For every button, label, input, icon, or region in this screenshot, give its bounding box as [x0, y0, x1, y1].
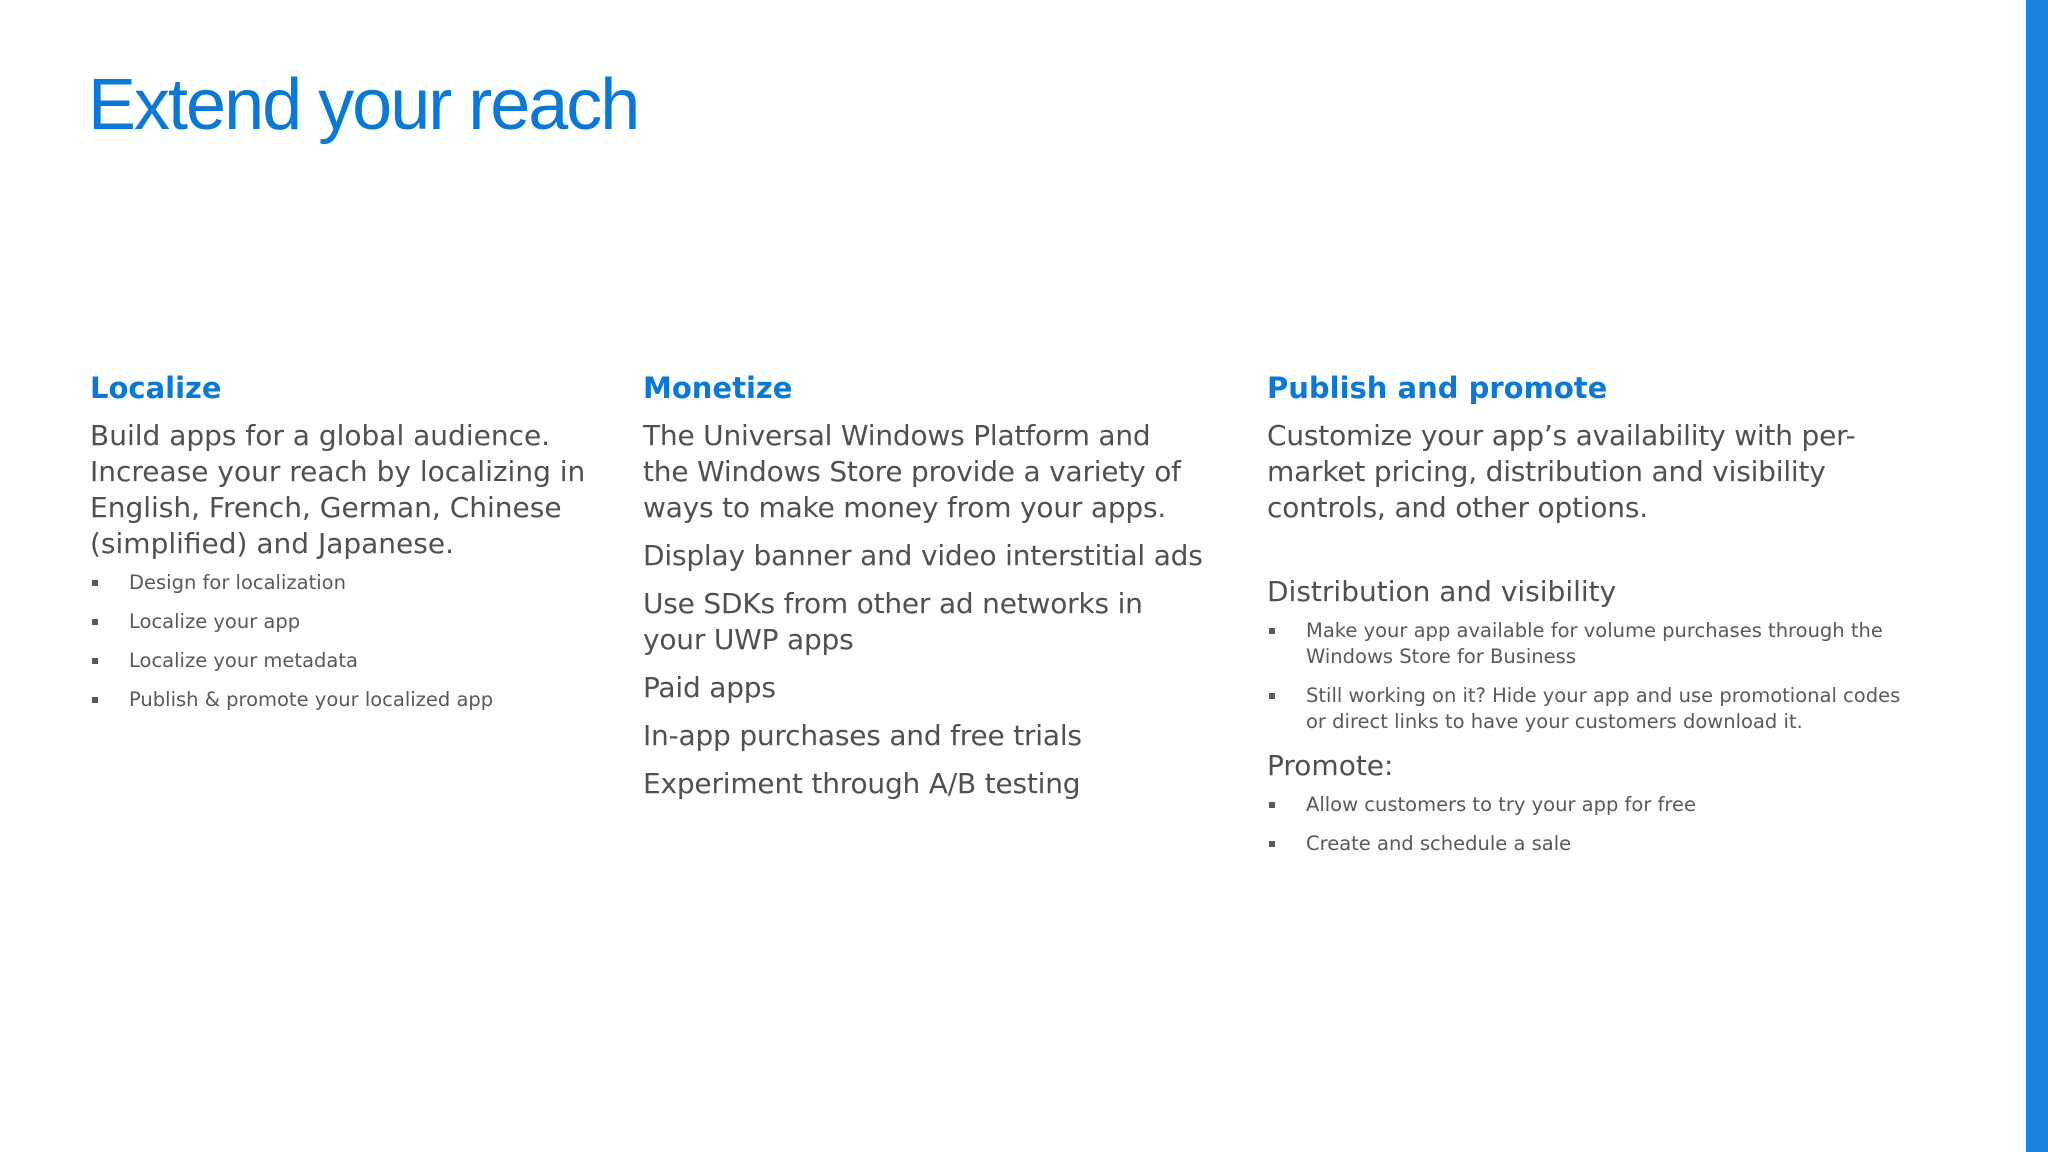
monetize-intro: The Universal Windows Platform and the Windows Store provide a variety of ways to make money from your apps. — [643, 418, 1181, 524]
list-item — [1267, 618, 1907, 670]
monetize-item-sdks: Use SDKs from other ad networks in your UWP apps — [643, 586, 1143, 656]
list-item — [90, 570, 590, 596]
list-item — [90, 609, 590, 635]
localize-bullet-list — [90, 570, 590, 713]
spacer — [1267, 534, 1907, 574]
bullet-text: Create and schedule a sale — [1306, 831, 1572, 855]
publish-column — [1267, 370, 1907, 870]
square-bullet-icon — [92, 658, 98, 664]
square-bullet-icon — [1269, 841, 1275, 847]
square-bullet-icon — [1269, 693, 1275, 699]
monetize-item-paid-apps: Paid apps — [643, 670, 776, 704]
publish-body: Customize your app’s availability with per-market pricing, distribution and visibility controls, and other options. — [1267, 418, 1856, 524]
square-bullet-icon — [1269, 628, 1275, 634]
distribution-bullet-list — [1267, 618, 1907, 735]
bullet-text: Localize your metadata — [129, 648, 358, 672]
bullet-text: Localize your app — [129, 609, 301, 633]
square-bullet-icon — [92, 580, 98, 586]
monetize-item-ab-testing: Experiment through A/B testing — [643, 766, 1081, 800]
square-bullet-icon — [1269, 802, 1275, 808]
localize-body: Build apps for a global audience. Increase your reach by localizing in English, French, German, Chinese (simplified) and Japanese. — [90, 418, 586, 560]
localize-column — [90, 370, 590, 726]
bullet-text: Publish & promote your localized app — [129, 687, 494, 711]
localize-heading: Localize — [90, 371, 222, 405]
square-bullet-icon — [92, 619, 98, 625]
promote-bullet-list — [1267, 792, 1907, 857]
bullet-text: Still working on it? Hide your app and use promotional codes or direct links to have your customers download it. — [1306, 683, 1901, 733]
list-item — [90, 648, 590, 674]
distribution-heading: Distribution and visibility — [1267, 574, 1617, 608]
publish-heading: Publish and promote — [1267, 371, 1608, 405]
bullet-text: Design for localization — [129, 570, 346, 594]
monetize-heading: Monetize — [643, 371, 793, 405]
bullet-text: Allow customers to try your app for free — [1306, 792, 1697, 816]
list-item — [1267, 792, 1907, 818]
square-bullet-icon — [92, 697, 98, 703]
slide-title: Extend your reach — [88, 65, 639, 145]
bullet-text: Make your app available for volume purchases through the Windows Store for Business — [1306, 618, 1883, 668]
promote-heading: Promote: — [1267, 748, 1394, 782]
list-item — [1267, 831, 1907, 857]
list-item — [90, 687, 590, 713]
monetize-column — [643, 370, 1203, 814]
list-item — [1267, 683, 1907, 735]
accent-bar — [2026, 0, 2048, 1152]
monetize-item-iap: In-app purchases and free trials — [643, 718, 1082, 752]
monetize-item-ads: Display banner and video interstitial ads — [643, 538, 1203, 572]
